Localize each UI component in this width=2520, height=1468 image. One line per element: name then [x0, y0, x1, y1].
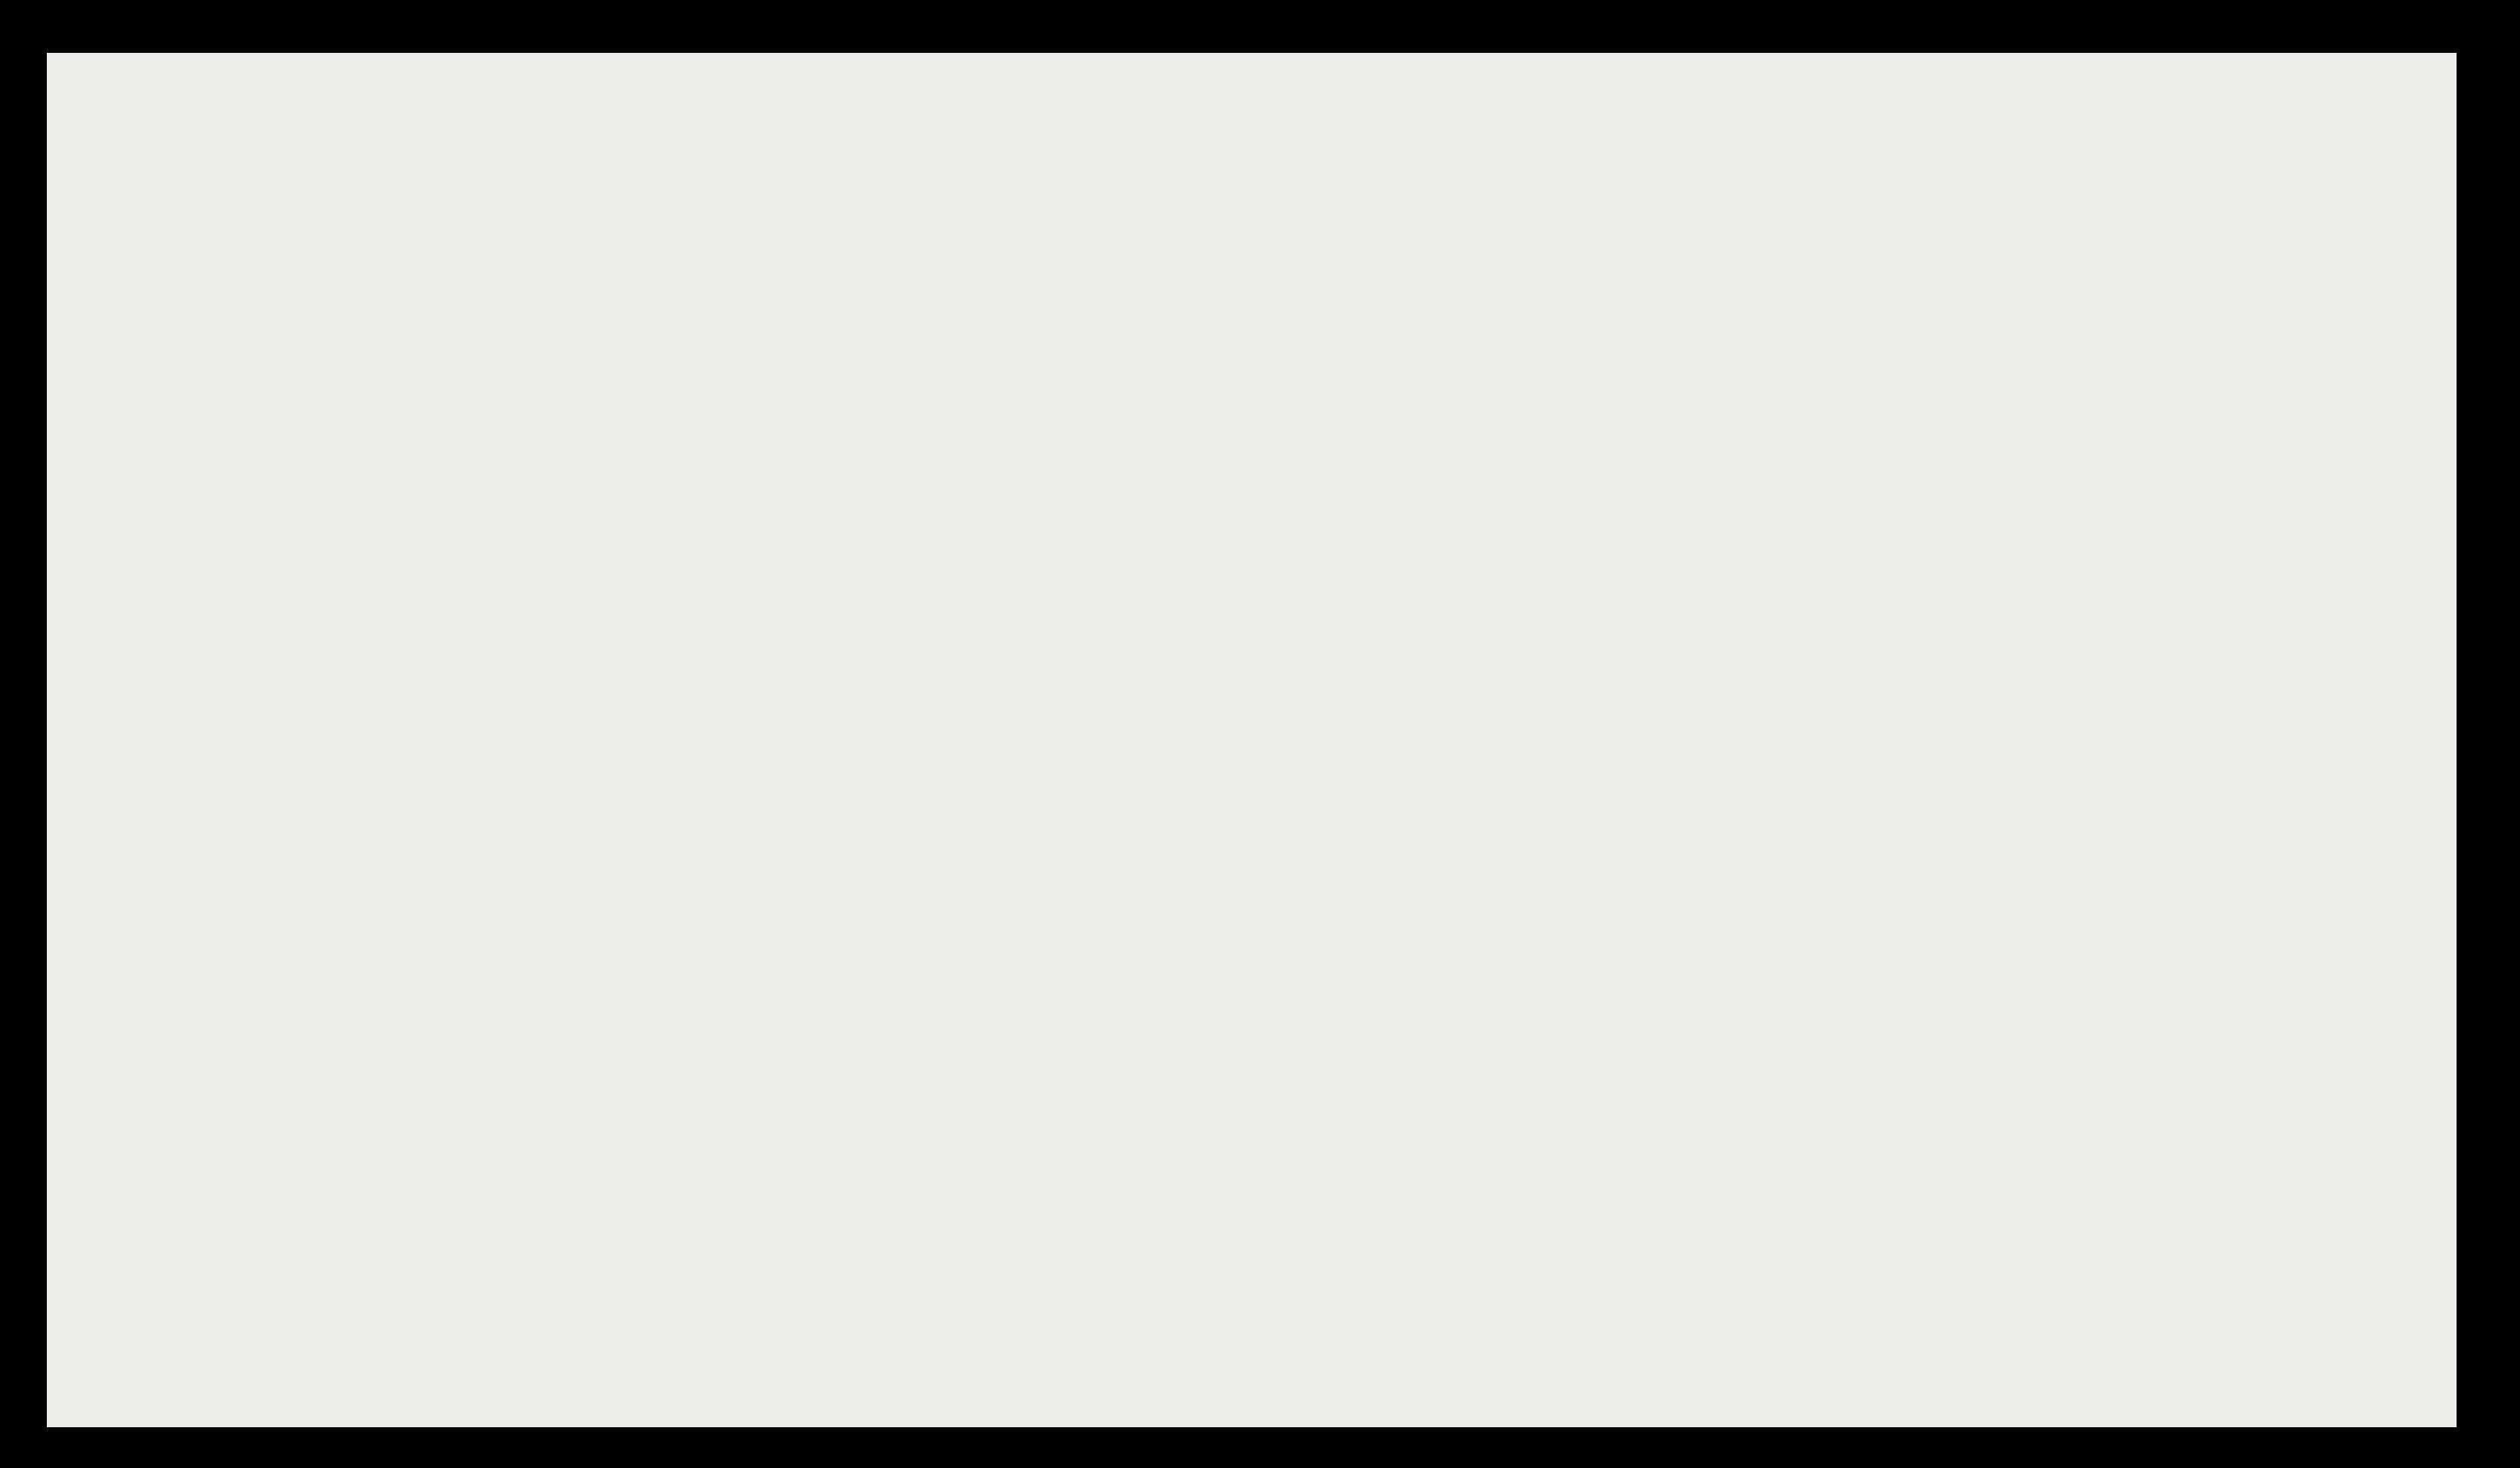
form-text-layer [47, 53, 2457, 1427]
census-card [47, 53, 2457, 1427]
